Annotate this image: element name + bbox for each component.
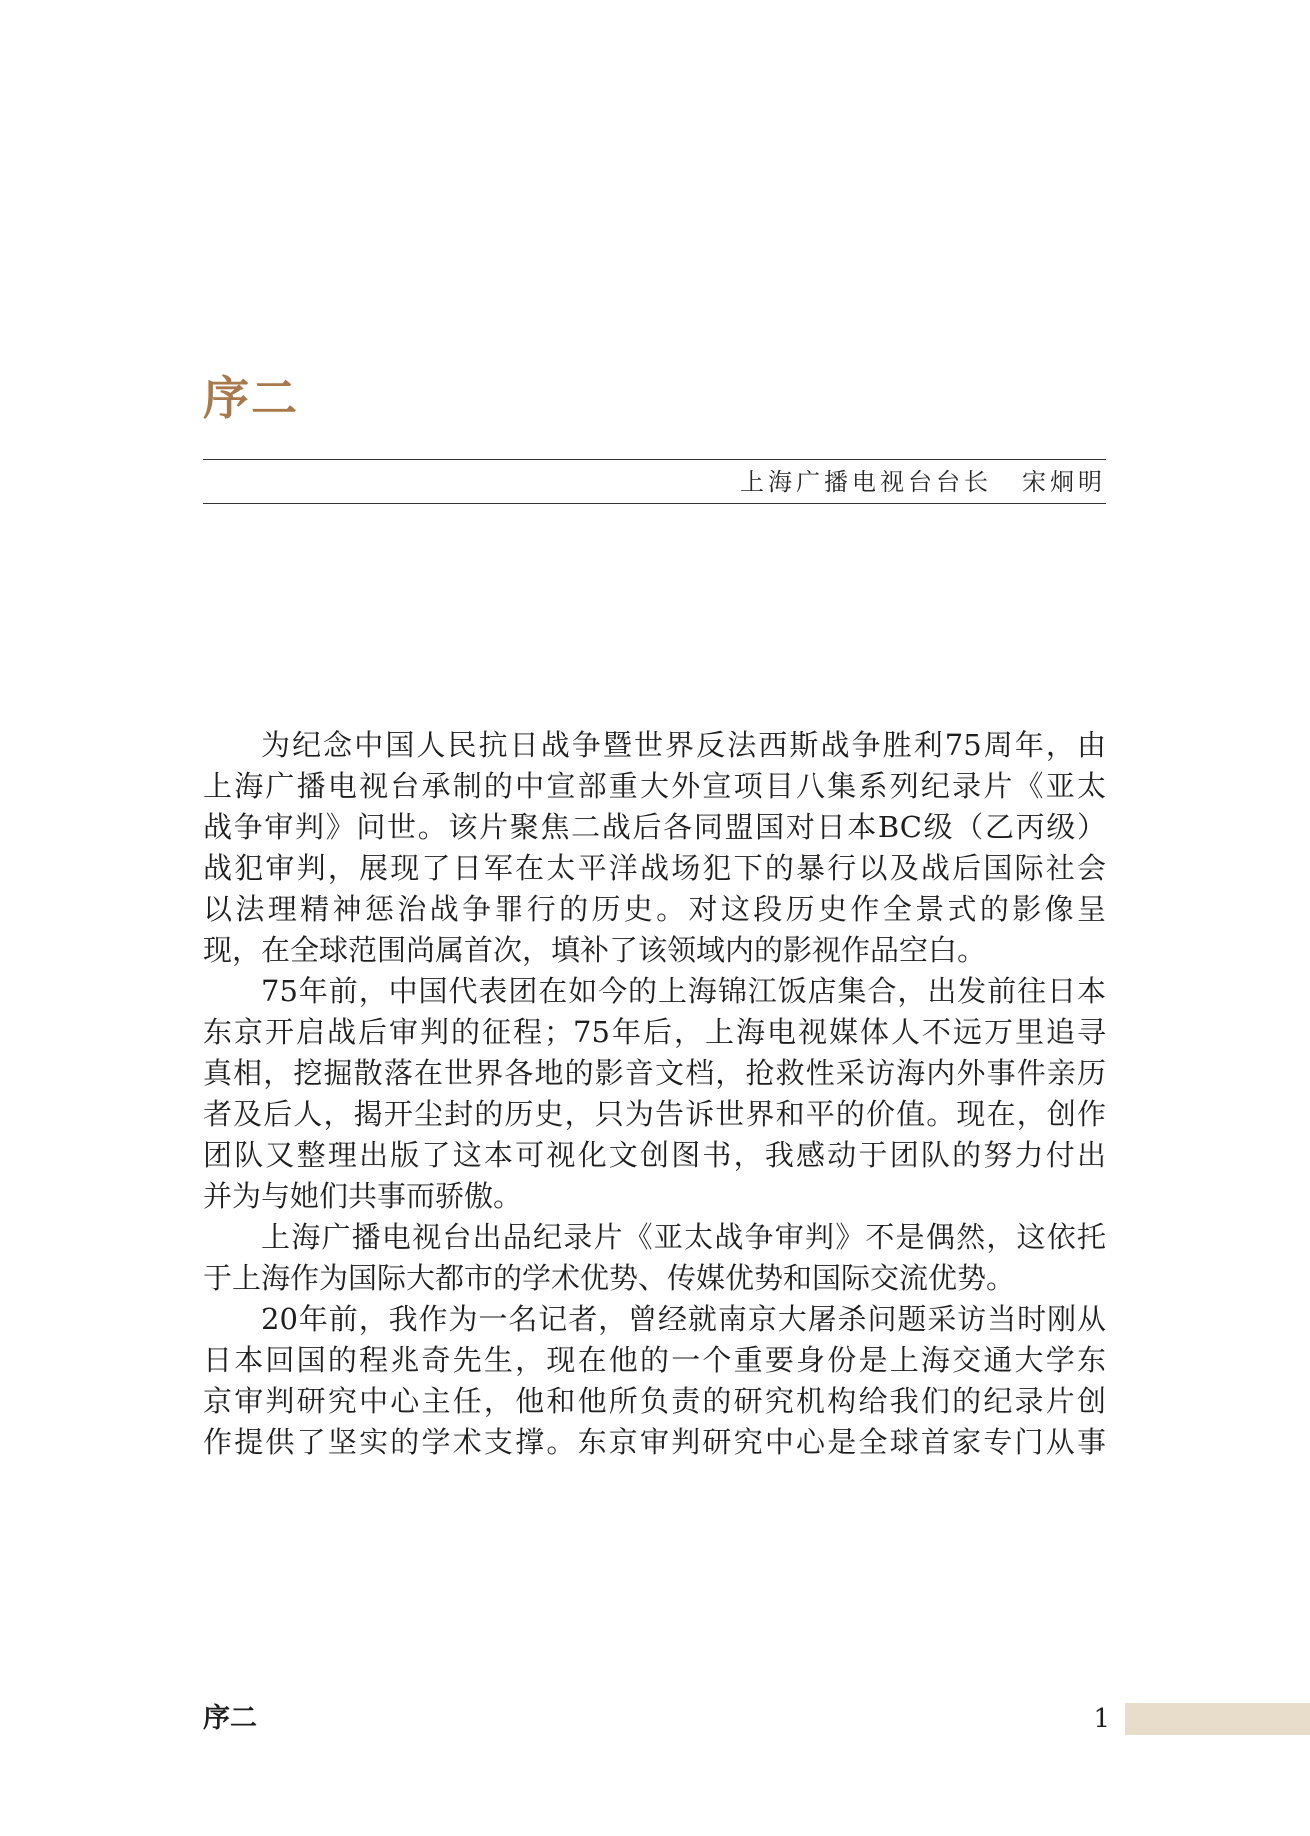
text-line: 75年前，中国代表团在如今的上海锦江饭店集合，出发前往日本 — [261, 974, 1106, 1008]
text-line: 20年前，我作为一名记者，曾经就南京大屠杀问题采访当时刚从 — [261, 1302, 1106, 1336]
author-position: 上海广播电视台台长 — [740, 468, 992, 496]
page-number: 1 — [1093, 1704, 1110, 1734]
body-text — [203, 725, 1106, 1463]
author-line — [740, 465, 1106, 499]
text-line: 现，在全球范围尚属首次，填补了该领域内的影视作品空白。 — [203, 933, 987, 967]
text-line: 以法理精神惩治战争罪行的历史。对这段历史作全景式的影像呈 — [203, 892, 1106, 926]
text-line: 战犯审判，展现了日军在太平洋战场犯下的暴行以及战后国际社会 — [203, 851, 1106, 885]
text-line: 并为与她们共事而骄傲。 — [203, 1179, 523, 1213]
header-rule-bottom — [203, 503, 1106, 504]
text-line: 作提供了坚实的学术支撑。东京审判研究中心是全球首家专门从事 — [203, 1425, 1106, 1459]
paragraph-3 — [203, 1217, 1106, 1299]
text-line: 京审判研究中心主任，他和他所负责的研究机构给我们的纪录片创 — [203, 1384, 1106, 1418]
paragraph-1 — [203, 725, 1106, 971]
chapter-title: 序二 — [203, 371, 299, 425]
text-line: 上海广播电视台承制的中宣部重大外宣项目八集系列纪录片《亚太 — [203, 769, 1106, 803]
text-line: 东京开启战后审判的征程；75年后，上海电视媒体人不远万里追寻 — [203, 1015, 1106, 1049]
text-line: 于上海作为国际大都市的学术优势、传媒优势和国际交流优势。 — [203, 1261, 1016, 1295]
author-name: 宋炯明 — [1022, 468, 1106, 496]
text-line: 战争审判》问世。该片聚焦二战后各同盟国对日本BC级（乙丙级） — [203, 810, 1106, 844]
footer-section-label: 序二 — [203, 1703, 257, 1734]
text-line: 真相，挖掘散落在世界各地的影音文档，抢救性采访海内外事件亲历 — [203, 1056, 1106, 1090]
footer-color-tab — [1125, 1703, 1310, 1735]
text-line: 为纪念中国人民抗日战争暨世界反法西斯战争胜利75周年，由 — [261, 728, 1106, 762]
text-line: 者及后人，揭开尘封的历史，只为告诉世界和平的价值。现在，创作 — [203, 1097, 1106, 1131]
text-line: 团队又整理出版了这本可视化文创图书，我感动于团队的努力付出 — [203, 1138, 1106, 1172]
text-line: 日本回国的程兆奇先生，现在他的一个重要身份是上海交通大学东 — [203, 1343, 1106, 1377]
paragraph-2 — [203, 971, 1106, 1217]
text-line: 上海广播电视台出品纪录片《亚太战争审判》不是偶然，这依托 — [261, 1220, 1106, 1254]
paragraph-4 — [203, 1299, 1106, 1463]
header-rule-top — [203, 459, 1106, 460]
